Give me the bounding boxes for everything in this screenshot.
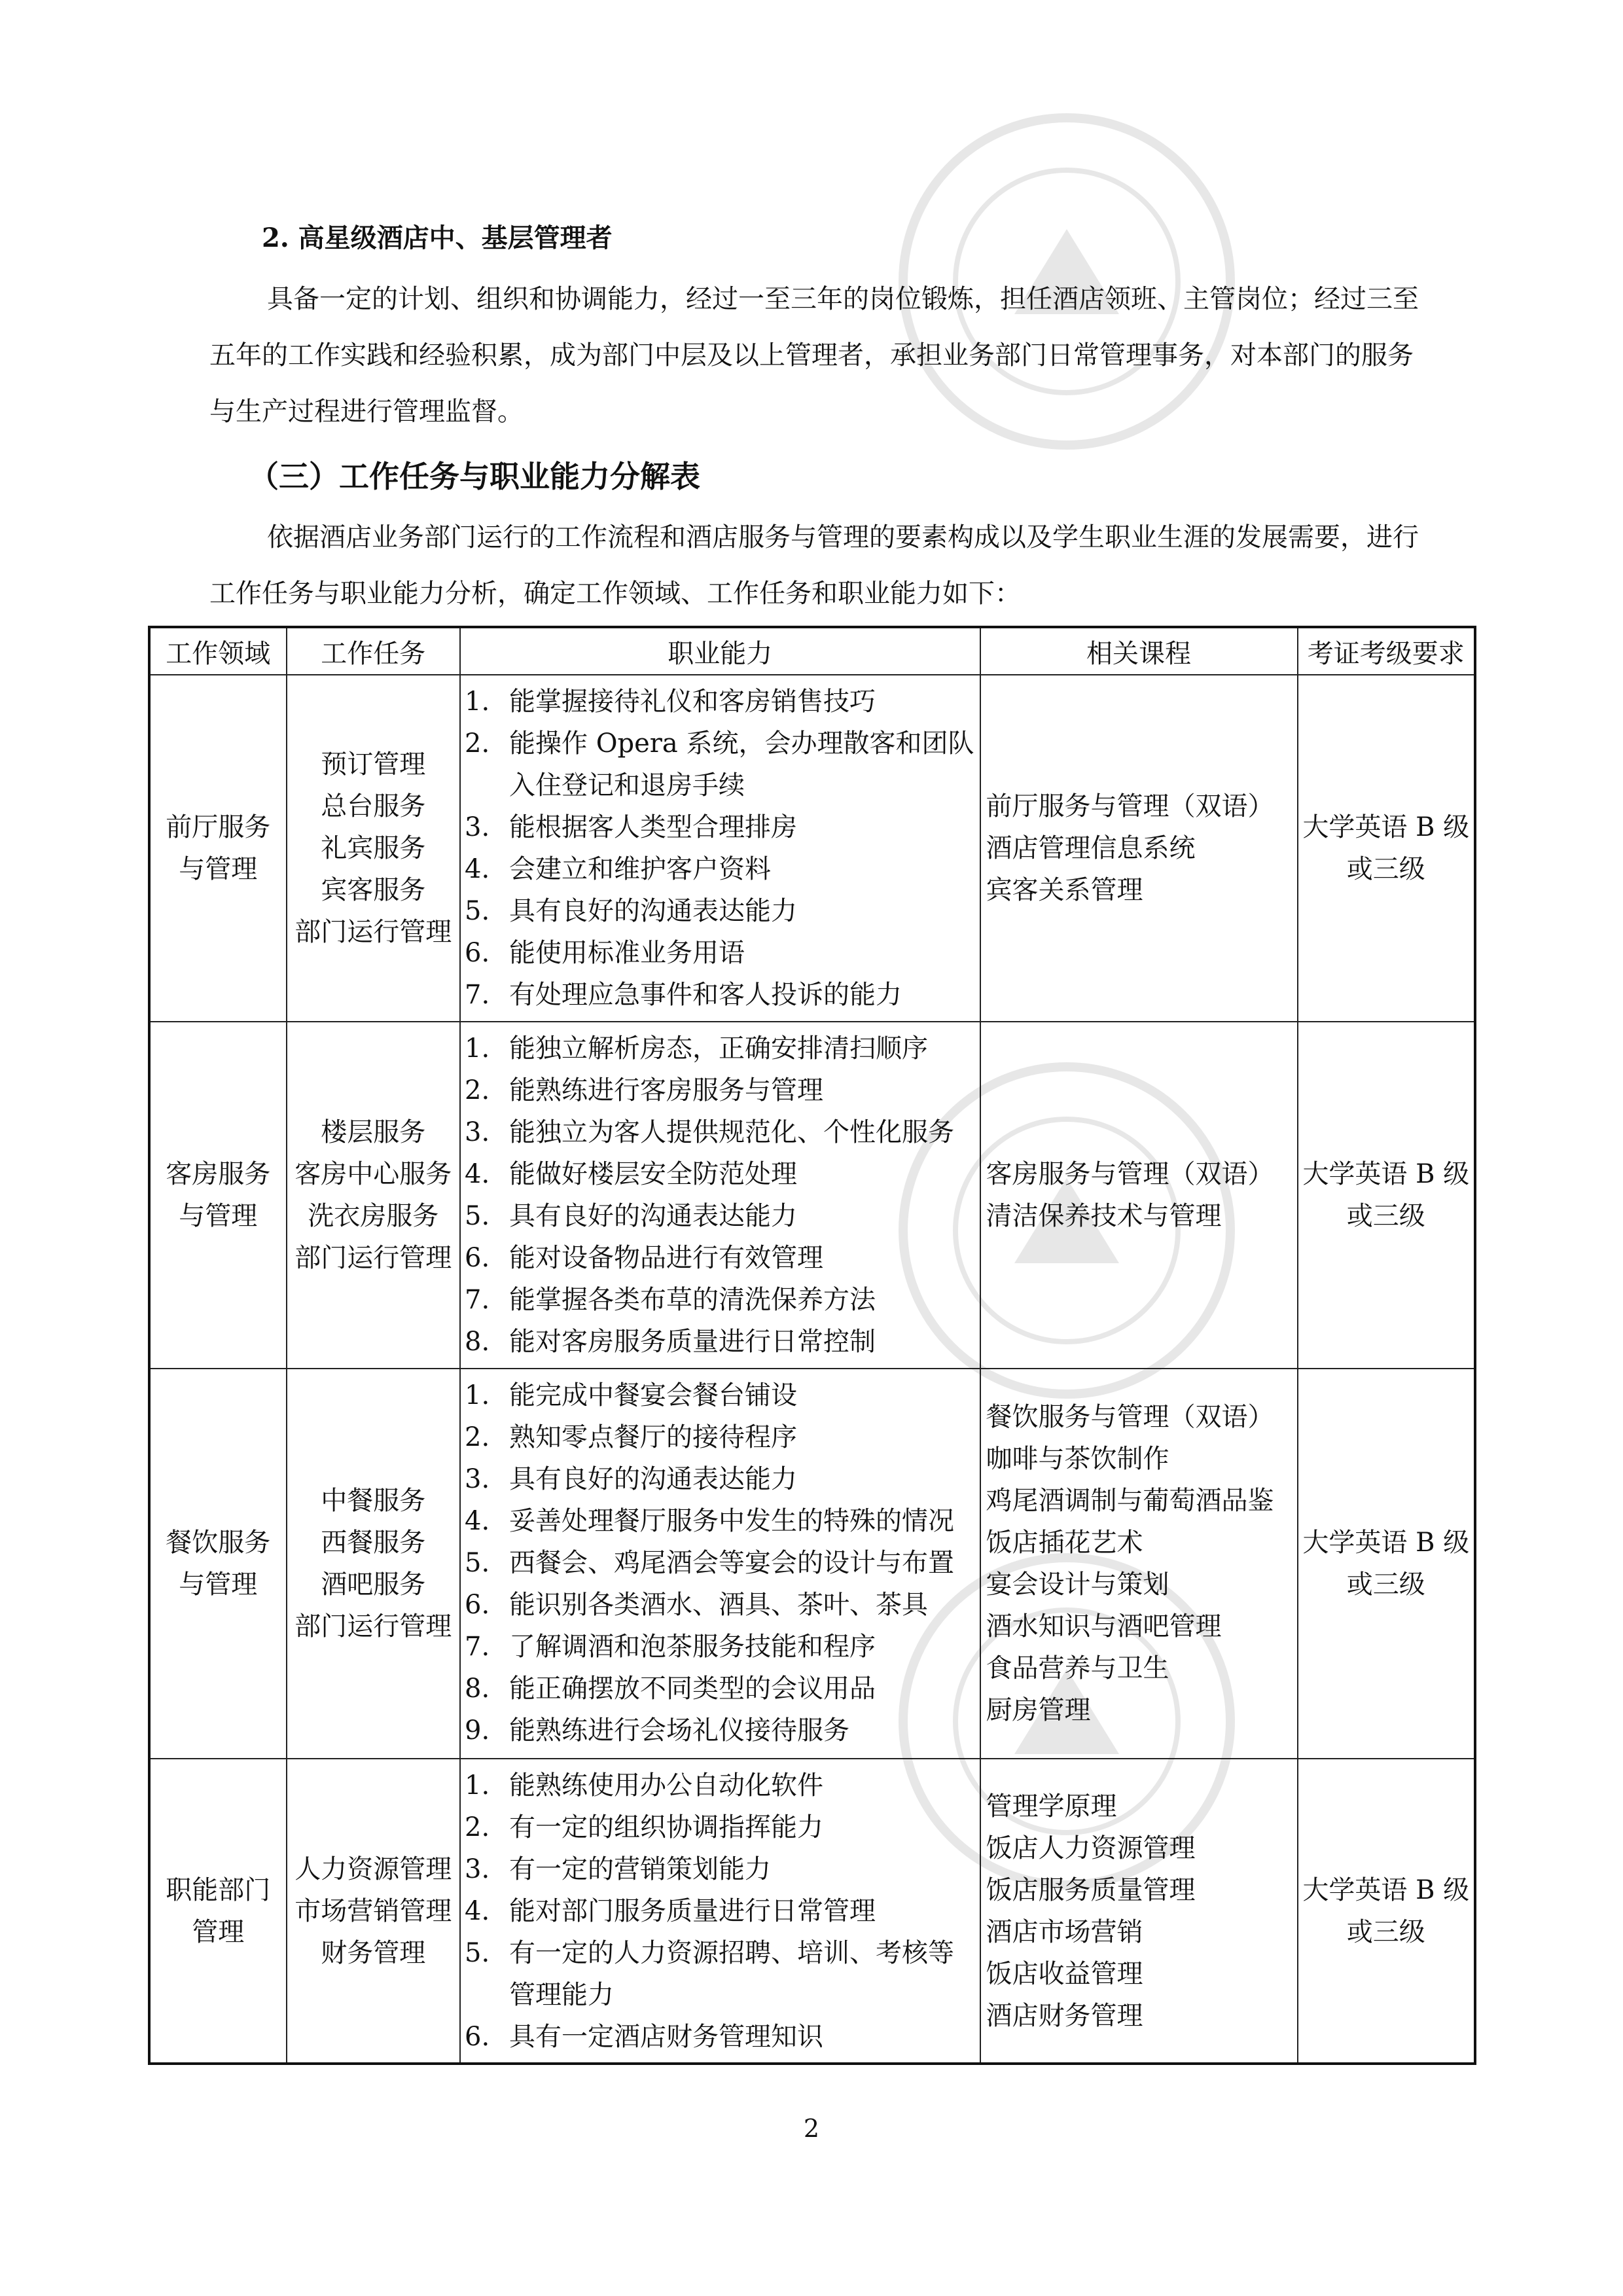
col-header-domain: 工作领域 — [149, 627, 287, 675]
col-header-tasks: 工作任务 — [287, 627, 460, 675]
table-row — [149, 675, 1475, 1022]
ability-item: 4. 会建立和维护客户资料 — [465, 854, 772, 884]
work-tasks-cell: 预订管理 总台服务 礼宾服务 宾客服务 部门运行管理 — [287, 675, 460, 1022]
ability-item: 6. 能使用标准业务用语 — [465, 938, 745, 968]
ability-item: 2. 熟知零点餐厅的接待程序 — [465, 1422, 798, 1452]
ability-item: 5. 具有良好的沟通表达能力 — [465, 896, 798, 926]
ability-item: 2. 有一定的组织协调指挥能力 — [465, 1812, 824, 1842]
ability-item: 4. 能对部门服务质量进行日常管理 — [465, 1896, 876, 1926]
work-tasks-cell: 人力资源管理 市场营销管理 财务管理 — [287, 1759, 460, 2064]
section-2-paragraph: 具备一定的计划、组织和协调能力，经过一至三年的岗位锻炼，担任酒店领班、主管岗位；经过三至五年的工作实践和经验积累，成为部门中层及以上管理者，承担业务部门日常管理事务，对本部门的服务与生产过程进行管理监督。 — [209, 284, 1419, 427]
ability-item: 6. 能对设备物品进行有效管理 — [465, 1243, 824, 1273]
work-domain-cell: 客房服务 与管理 — [149, 1022, 287, 1369]
certificate-cell: 大学英语 B 级 或三级 — [1298, 1369, 1475, 1759]
ability-item: 1. 能掌握接待礼仪和客房销售技巧 — [465, 687, 876, 717]
col-header-courses: 相关课程 — [980, 627, 1298, 675]
ability-item: 4. 妥善处理餐厅服务中发生的特殊的情况 — [465, 1506, 955, 1536]
col-header-abilities: 职业能力 — [460, 627, 980, 675]
courses-cell: 餐饮服务与管理（双语） 咖啡与茶饮制作 鸡尾酒调制与葡萄酒品鉴 饭店插花艺术 宴会设计与策划 酒水知识与酒吧管理 食品营养与卫生 厨房管理 — [980, 1369, 1298, 1759]
ability-item: 1. 能熟练使用办公自动化软件 — [465, 1770, 824, 1801]
work-tasks-cell: 楼层服务 客房中心服务 洗衣房服务 部门运行管理 — [287, 1022, 460, 1369]
abilities-cell — [460, 1759, 980, 2064]
certificate-cell: 大学英语 B 级 或三级 — [1298, 675, 1475, 1022]
ability-item: 5. 西餐会、鸡尾酒会等宴会的设计与布置 — [465, 1548, 955, 1578]
work-domain-cell: 职能部门 管理 — [149, 1759, 287, 2064]
abilities-cell — [460, 675, 980, 1022]
courses-cell: 客房服务与管理（双语） 清洁保养技术与管理 — [980, 1022, 1298, 1369]
table-row — [149, 1022, 1475, 1369]
ability-item: 7. 有处理应急事件和客人投诉的能力 — [465, 980, 902, 1010]
courses-cell: 管理学原理 饭店人力资源管理 饭店服务质量管理 酒店市场营销 饭店收益管理 酒店财务管理 — [980, 1759, 1298, 2064]
col-header-certificates: 考证考级要求 — [1298, 627, 1475, 675]
ability-item: 6. 具有一定酒店财务管理知识 — [465, 2022, 824, 2052]
ability-item: 1. 能完成中餐宴会餐台铺设 — [465, 1380, 798, 1410]
ability-item: 8. 能正确摆放不同类型的会议用品 — [465, 1674, 876, 1704]
task-ability-table — [148, 626, 1476, 2065]
ability-item: 9. 能熟练进行会场礼仪接待服务 — [465, 1715, 850, 1746]
ability-item: 3. 具有良好的沟通表达能力 — [465, 1464, 798, 1494]
work-domain-cell: 前厅服务 与管理 — [149, 675, 287, 1022]
certificate-cell: 大学英语 B 级 或三级 — [1298, 1759, 1475, 2064]
ability-item: 7. 了解调酒和泡茶服务技能和程序 — [465, 1632, 876, 1662]
ability-item: 5. 具有良好的沟通表达能力 — [465, 1201, 798, 1231]
ability-item: 3. 有一定的营销策划能力 — [465, 1854, 772, 1884]
section-3-heading: （三）工作任务与职业能力分解表 — [249, 459, 700, 494]
ability-item: 5. 有一定的人力资源招聘、培训、考核等管理能力 — [465, 1938, 955, 2010]
table-row — [149, 1369, 1475, 1759]
table-row — [149, 1759, 1475, 2064]
ability-item: 2. 能熟练进行客房服务与管理 — [465, 1075, 824, 1105]
section-2-title: 2. 高星级酒店中、基层管理者 — [262, 223, 613, 253]
ability-item: 4. 能做好楼层安全防范处理 — [465, 1159, 798, 1189]
certificate-cell: 大学英语 B 级 或三级 — [1298, 1022, 1475, 1369]
ability-item: 1. 能独立解析房态，正确安排清扫顺序 — [465, 1033, 929, 1064]
ability-item: 3. 能独立为客人提供规范化、个性化服务 — [465, 1117, 955, 1147]
ability-item: 7. 能掌握各类布草的清洗保养方法 — [465, 1285, 876, 1315]
ability-item: 2. 能操作 Opera 系统，会办理散客和团队入住登记和退房手续 — [465, 728, 974, 800]
ability-item: 6. 能识别各类酒水、酒具、茶叶、茶具 — [465, 1590, 929, 1620]
ability-item: 8. 能对客房服务质量进行日常控制 — [465, 1327, 876, 1357]
work-tasks-cell: 中餐服务 西餐服务 酒吧服务 部门运行管理 — [287, 1369, 460, 1759]
courses-cell: 前厅服务与管理（双语） 酒店管理信息系统 宾客关系管理 — [980, 675, 1298, 1022]
abilities-cell — [460, 1369, 980, 1759]
work-domain-cell: 餐饮服务 与管理 — [149, 1369, 287, 1759]
page-number: 2 — [803, 2114, 820, 2143]
section-3-intro: 依据酒店业务部门运行的工作流程和酒店服务与管理的要素构成以及学生职业生涯的发展需要，进行工作任务与职业能力分析，确定工作领域、工作任务和职业能力如下： — [209, 522, 1419, 609]
abilities-cell — [460, 1022, 980, 1369]
table-header-row — [149, 627, 1475, 675]
ability-item: 3. 能根据客人类型合理排房 — [465, 812, 798, 842]
